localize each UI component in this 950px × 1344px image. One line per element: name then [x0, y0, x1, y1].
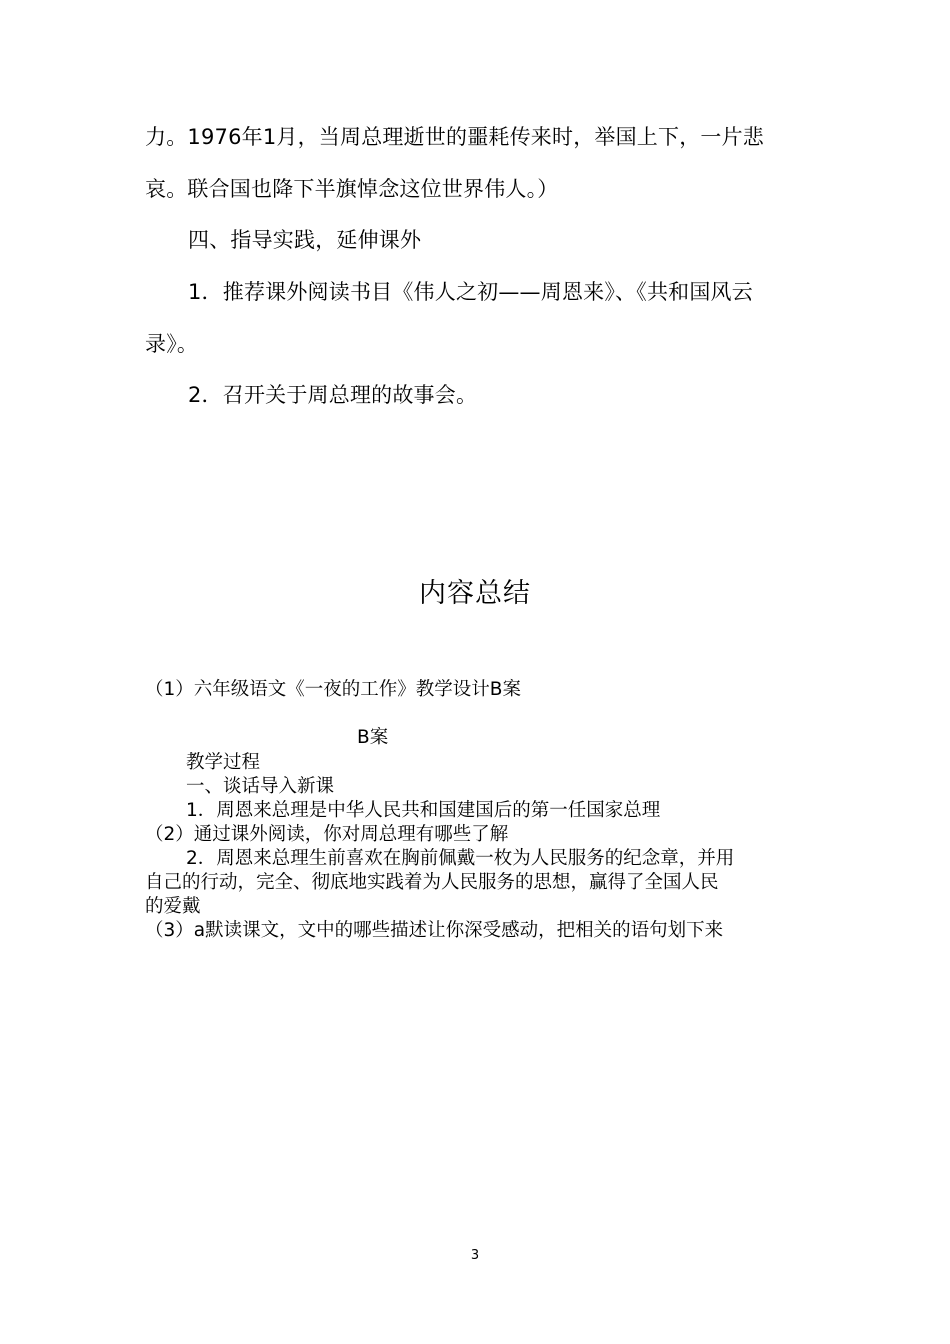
- summary-subheading: B案: [357, 727, 389, 748]
- summary-line: 1．周恩来总理是中华人民共和国建国后的第一任国家总理: [186, 800, 661, 821]
- paragraph-line: 哀。联合国也降下半旗悼念这位世界伟人。）: [145, 177, 559, 201]
- summary-line: 2．周恩来总理生前喜欢在胸前佩戴一枚为人民服务的纪念章，并用: [186, 848, 735, 869]
- summary-line: 一、谈话导入新课: [186, 776, 335, 797]
- page-number: 3: [470, 1248, 480, 1263]
- summary-line: 自己的行动，完全、彻底地实践着为人民服务的思想，赢得了全国人民: [145, 872, 719, 893]
- list-item: 2．召开关于周总理的故事会。: [188, 383, 478, 407]
- list-item-continuation: 录》。: [145, 332, 199, 356]
- summary-title: 内容总结: [419, 578, 531, 609]
- summary-item-3: （3）a默读课文，文中的哪些描述让你深受感动，把相关的语句划下来: [145, 920, 724, 941]
- summary-line: 的爱戴: [145, 896, 201, 917]
- summary-line: 教学过程: [186, 752, 261, 773]
- paragraph-line: 力。1976年1月，当周总理逝世的噩耗传来时，举国上下，一片悲: [145, 125, 765, 149]
- summary-item-2: （2）通过课外阅读，你对周总理有哪些了解: [145, 824, 509, 845]
- section-heading: 四、指导实践，延伸课外: [188, 228, 422, 252]
- list-item: 1．推荐课外阅读书目《伟人之初——周恩来》、《共和国风云: [188, 280, 753, 304]
- summary-item-1: （1）六年级语文《一夜的工作》教学设计B案: [145, 679, 521, 700]
